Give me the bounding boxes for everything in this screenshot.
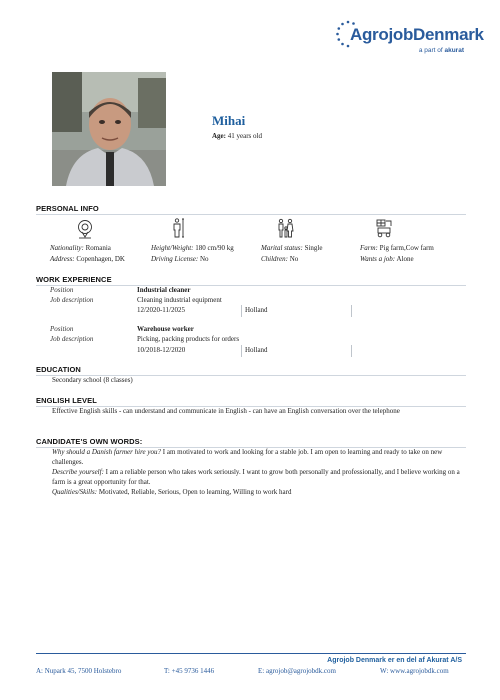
candidate-name: Mihai xyxy=(212,113,246,128)
agrojob-logo xyxy=(336,20,484,60)
height-weight-line: Height/Weight: 180 cm/90 kg xyxy=(151,244,234,252)
footer-address: A: Nupark 45, 7500 Holstebro xyxy=(36,667,122,675)
footer-phone: T: +45 9736 1446 xyxy=(164,667,215,675)
personal-info-heading: PERSONAL INFO xyxy=(36,204,99,213)
education-heading: EDUCATION xyxy=(36,365,81,374)
position-label: Position xyxy=(50,325,74,333)
table-divider xyxy=(351,345,352,357)
candidate-photo xyxy=(52,72,166,186)
job-location: Holland xyxy=(241,345,268,357)
logo-wordmark: AgrojobDenmark xyxy=(350,25,484,44)
farm-machine-icon xyxy=(375,218,393,238)
position-label: Position xyxy=(50,286,74,294)
job-description: Picking, packing products for orders xyxy=(137,335,240,343)
describe-yourself-answer: Describe yourself: I am a reliable person who takes work seriously. I want to grow both personally and professionally, and I believe working on a farm is a great opportunity for that. xyxy=(52,467,460,486)
job-dates: 10/2018-12/2020 xyxy=(137,346,186,354)
children-line: Children: No xyxy=(261,255,299,263)
person-height-icon xyxy=(168,218,186,238)
marital-status-line: Marital status: Single xyxy=(261,244,323,252)
education-text: Secondary school (8 classes) xyxy=(52,376,133,384)
work-experience-heading: WORK EXPERIENCE xyxy=(36,275,112,284)
footer-company: Agrojob Denmark er en del af Akurat A/S xyxy=(327,657,462,664)
job-location: Holland xyxy=(241,305,268,317)
job-description-label: Job description xyxy=(50,296,94,304)
qualities-answer: Qualities/Skills: Motivated, Reliable, Serious, Open to learning, Willing to work hard xyxy=(52,487,292,496)
footer-divider xyxy=(36,653,466,654)
wants-job-line: Wants a job: Alone xyxy=(360,255,414,263)
flag-pin-icon xyxy=(76,219,94,239)
section-divider xyxy=(36,285,466,286)
driving-license-line: Driving License: No xyxy=(151,255,209,263)
nationality-line: Nationality: Romania xyxy=(50,244,111,252)
address-line: Address: Copenhagen, DK xyxy=(50,255,125,263)
english-level-text: Effective English skills - can understand and communicate in English - can have an English conversation over the telephone xyxy=(52,407,400,415)
family-icon xyxy=(277,218,295,238)
footer-email[interactable]: E: agrojob@agrojobdk.com xyxy=(258,667,336,675)
job-title: Warehouse worker xyxy=(137,325,194,333)
farm-line: Farm: Pig farm,Cow farm xyxy=(360,244,434,252)
job-title: Industrial cleaner xyxy=(137,286,191,294)
job-dates: 12/2020-11/2025 xyxy=(137,306,185,314)
table-divider xyxy=(351,305,352,317)
why-hire-answer: Why should a Danish farmer hire you? I am motivated to work and looking for a stable job. I am open to learning and ready to take on new challenges. xyxy=(52,448,443,466)
logo-tagline: a part of akurat xyxy=(418,47,464,54)
english-level-heading: ENGLISH LEVEL xyxy=(36,396,97,405)
footer-website[interactable]: W: www.agrojobdk.com xyxy=(380,667,449,675)
section-divider xyxy=(36,214,466,215)
job-description-label: Job description xyxy=(50,335,94,343)
own-words-text xyxy=(52,448,470,498)
own-words-heading: CANDIDATE'S OWN WORDS: xyxy=(36,437,143,446)
job-description: Cleaning industrial equipment xyxy=(137,296,222,304)
candidate-age: Age: 41 years old xyxy=(212,132,262,140)
